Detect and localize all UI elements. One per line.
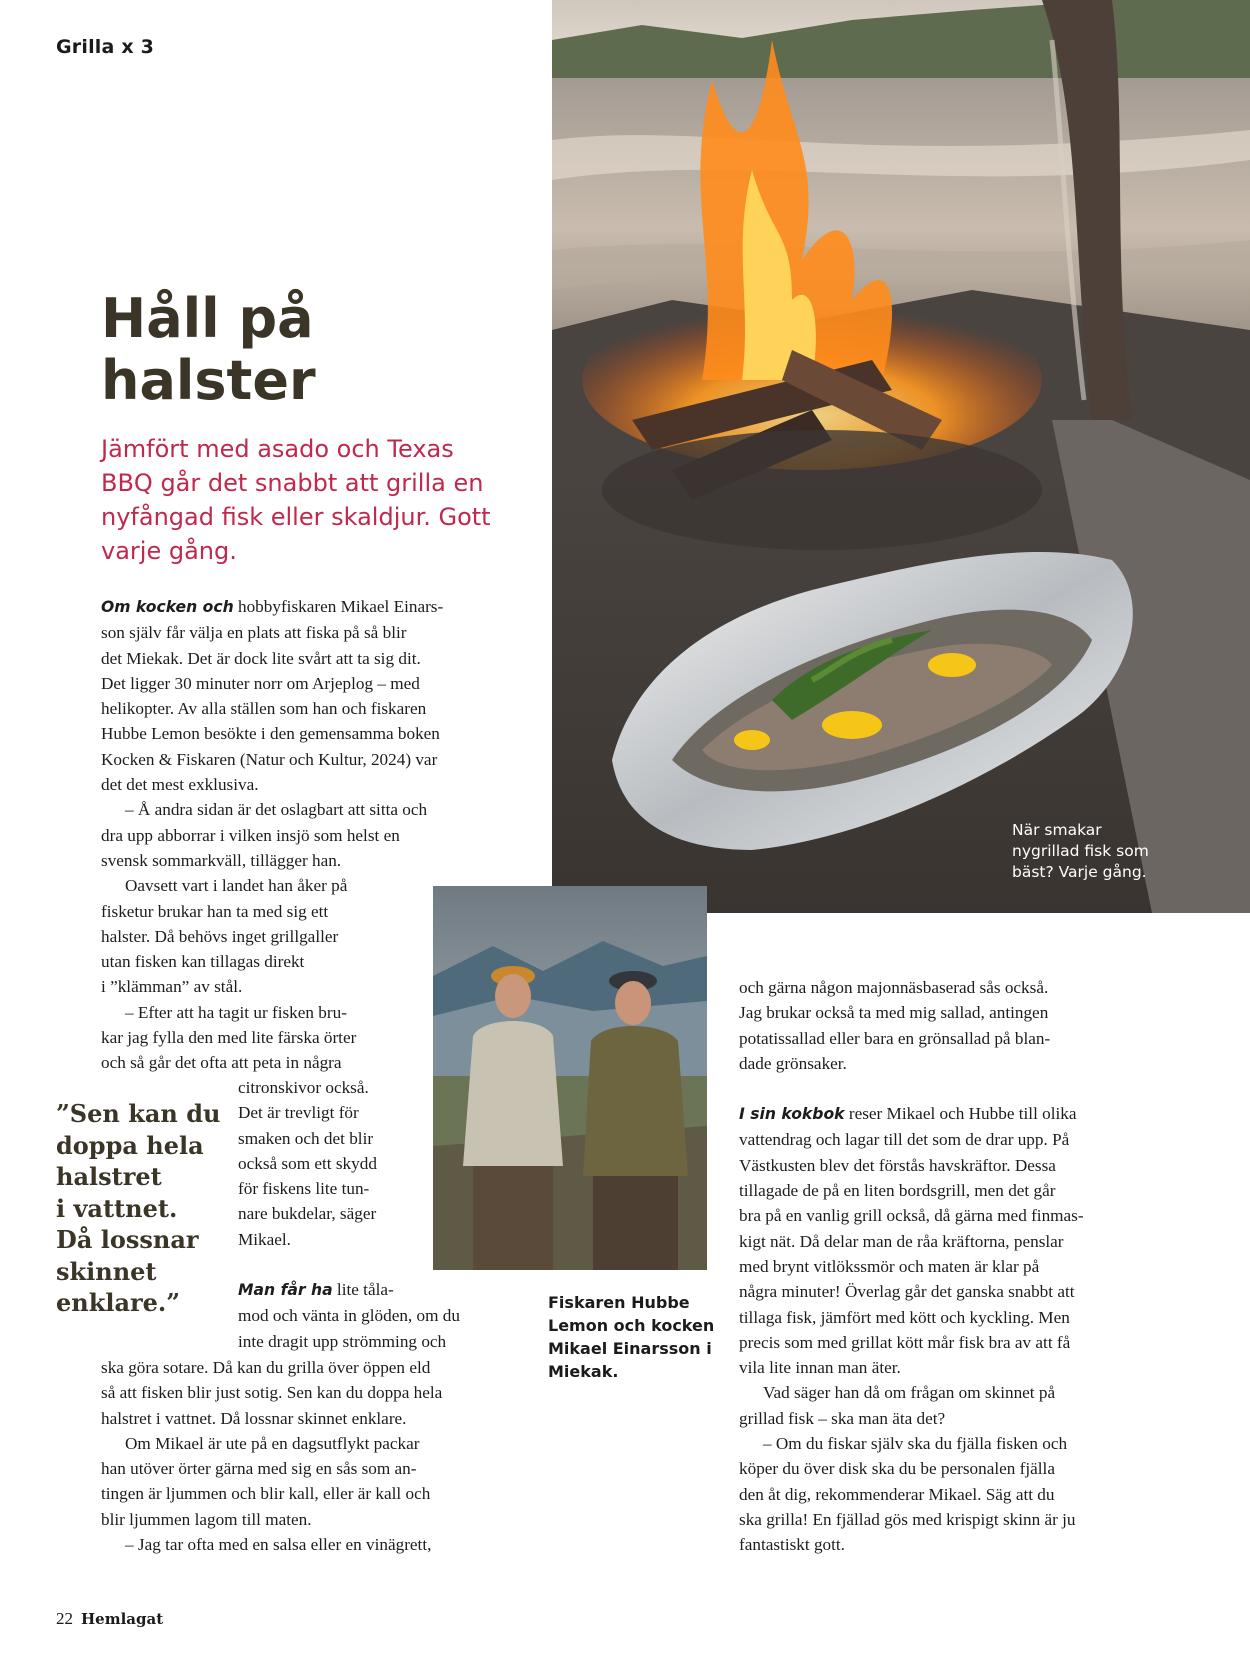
- body-line: [101, 594, 443, 620]
- body-text: lite tåla-: [332, 1280, 394, 1300]
- body-column-1: [101, 594, 443, 1076]
- body-line: köper du över disk ska du be personalen fjälla: [739, 1459, 1055, 1479]
- body-line: Jag brukar också ta med mig sallad, antingen: [739, 1003, 1049, 1023]
- paragraph-gap: [739, 1076, 1084, 1101]
- fishermen-illustration: [433, 886, 707, 1270]
- caption-line: Mikael Einarsson i: [548, 1339, 712, 1358]
- ingress-line: varje gång.: [101, 537, 237, 565]
- body-line: halster. Då behövs inget grillgaller: [101, 926, 339, 946]
- body-text: reser Mikael och Hubbe till olika: [844, 1104, 1077, 1124]
- body-line: ska grilla! En fjällad gös med krispigt skinn är ju: [739, 1509, 1076, 1529]
- caption-line: När smakar: [1012, 821, 1102, 839]
- body-line: dade grönsaker.: [739, 1053, 847, 1073]
- body-column-2: [739, 975, 1084, 1558]
- body-line: tillaga fisk, jämfört med kött och kyckling. Men: [739, 1307, 1070, 1327]
- body-line: med brynt vitlökssmör och maten är klar på: [739, 1256, 1040, 1276]
- page-number: 22: [56, 1609, 73, 1628]
- body-line: smaken och det blir: [238, 1128, 374, 1148]
- body-line: vattendrag och lagar till det som de drar upp. På: [739, 1130, 1070, 1150]
- pull-quote: [56, 1098, 226, 1319]
- lead-in: Om kocken och: [101, 598, 234, 616]
- body-line: tillagade de på en liten bordsgrill, men det går: [739, 1181, 1056, 1201]
- body-line: – Om du fiskar själv ska du fjälla fisken och: [763, 1434, 1068, 1454]
- body-line: och så går det ofta att peta in några: [101, 1053, 342, 1073]
- ingress-line: nyfångad fisk eller skaldjur. Gott: [101, 503, 491, 531]
- quote-line: enklare.”: [56, 1288, 181, 1317]
- caption-line: nygrillad fisk som: [1012, 842, 1149, 860]
- body-line: vila lite innan man äter.: [739, 1358, 901, 1378]
- campfire-fish-photo: [552, 0, 1250, 913]
- article-ingress: [101, 432, 521, 568]
- body-line: halstret i vattnet. Då lossnar skinnet enklare.: [101, 1408, 407, 1428]
- body-line: grillad fisk – ska man äta det?: [739, 1408, 946, 1428]
- paragraph-gap: [238, 1252, 460, 1277]
- body-line: svensk sommarkväll, tillägger han.: [101, 850, 342, 870]
- body-line: han utöver örter gärna med sig en sås som an-: [101, 1459, 417, 1479]
- caption-line: Miekak.: [548, 1362, 619, 1381]
- body-line: det det mest exklusiva.: [101, 775, 259, 795]
- ingress-line: BBQ går det snabbt att grilla en: [101, 469, 484, 497]
- body-line: – Efter att ha tagit ur fisken bru-: [125, 1002, 347, 1022]
- body-line: nare bukdelar, säger: [238, 1204, 377, 1224]
- body-line: så att fisken blir just sotig. Sen kan du doppa hela: [101, 1383, 443, 1403]
- body-line: Västkusten blev det förstås havskräftor. Dessa: [739, 1155, 1056, 1175]
- body-line: utan fisken kan tillagas direkt: [101, 952, 305, 972]
- body-line: fisketur brukar han ta med sig ett: [101, 901, 329, 921]
- body-line: Kocken & Fiskaren (Natur och Kultur, 2024) var: [101, 749, 438, 769]
- body-line: son själv får välja en plats att fiska på så blir: [101, 623, 407, 643]
- body-line: Det är trevligt för: [238, 1103, 359, 1123]
- body-line: Hubbe Lemon besökte i den gemensamma boken: [101, 724, 440, 744]
- body-line: dra upp abborrar i vilken insjö som helst en: [101, 825, 400, 845]
- body-line: blir ljummen lagom till maten.: [101, 1509, 312, 1529]
- body-line: Vad säger han då om frågan om skinnet på: [763, 1383, 1056, 1403]
- magazine-name: Hemlagat: [81, 1610, 164, 1628]
- main-photo-caption: [1012, 820, 1149, 883]
- body-line: och gärna någon majonnäsbaserad sås också.: [739, 978, 1049, 997]
- quote-line: halstret: [56, 1162, 162, 1191]
- body-column-1b: [238, 1075, 460, 1354]
- quote-line: i vattnet.: [56, 1193, 178, 1223]
- ingress-line: Jämfört med asado och Texas: [101, 435, 454, 463]
- body-line: Oavsett vart i landet han åker på: [125, 876, 348, 896]
- body-line: Mikael.: [238, 1229, 291, 1249]
- body-line: citronskivor också.: [238, 1078, 369, 1097]
- body-line: precis som med grillat kött mår fisk bra av att få: [739, 1332, 1071, 1352]
- body-line: för fiskens lite tun-: [238, 1179, 370, 1199]
- body-line: den åt dig, rekommenderar Mikael. Säg att du: [739, 1484, 1055, 1504]
- body-line: tingen är ljummen och blir kall, eller är kall och: [101, 1484, 431, 1504]
- body-line: [739, 1101, 1084, 1127]
- caption-line: bäst? Varje gång.: [1012, 863, 1147, 881]
- fishermen-photo: [433, 886, 707, 1270]
- body-line: kigt nät. Då delar man de råa kräftorna, penslar: [739, 1231, 1064, 1251]
- body-line: – Å andra sidan är det oslagbart att sitta och: [125, 800, 428, 820]
- body-line: inte dragit upp strömming och: [238, 1331, 447, 1351]
- quote-line: skinnet: [56, 1256, 157, 1286]
- body-column-1c: [101, 1355, 442, 1557]
- body-line: fantastiskt gott.: [739, 1535, 845, 1555]
- body-line: också som ett skydd: [238, 1153, 377, 1173]
- body-line: potatissallad eller bara en grönsallad på blan-: [739, 1028, 1051, 1048]
- body-text: hobbyfiskaren Mikael Einars-: [233, 597, 444, 616]
- page-footer: [56, 1609, 163, 1629]
- campfire-fish-illustration: [552, 0, 1250, 913]
- body-line: bra på en vanlig grill också, då gärna med finmas-: [739, 1206, 1084, 1226]
- article-headline: [101, 288, 501, 412]
- body-line: det Miekak. Det är dock lite svårt att ta sig dit.: [101, 648, 421, 668]
- body-line: helikopter. Av alla ställen som han och fiskaren: [101, 699, 427, 719]
- headline-line: halster: [101, 349, 316, 412]
- body-line: ska göra sotare. Då kan du grilla över öppen eld: [101, 1358, 431, 1377]
- body-line: några minuter! Överlag går det ganska snabbt att: [739, 1282, 1075, 1302]
- section-label: Grilla x 3: [56, 36, 155, 58]
- body-line: Om Mikael är ute på en dagsutflykt packar: [125, 1433, 420, 1453]
- headline-line: Håll på: [101, 287, 314, 350]
- body-line: – Jag tar ofta med en salsa eller en vinägrett,: [125, 1535, 432, 1555]
- body-line: [238, 1277, 460, 1303]
- quote-line: Då lossnar: [56, 1225, 199, 1254]
- quote-line: ”Sen kan du: [56, 1099, 221, 1128]
- body-line: i ”klämman” av stål.: [101, 977, 243, 997]
- people-photo-caption: [548, 1291, 714, 1383]
- quote-line: doppa hela: [56, 1130, 204, 1160]
- lead-in: Man får ha: [238, 1281, 333, 1300]
- body-line: Det ligger 30 minuter norr om Arjeplog – med: [101, 673, 420, 693]
- caption-line: Lemon och kocken: [548, 1316, 715, 1335]
- caption-line: Fiskaren Hubbe: [548, 1293, 690, 1312]
- body-line: kar jag fylla den med lite färska örter: [101, 1028, 357, 1048]
- body-line: mod och vänta in glöden, om du: [238, 1306, 460, 1326]
- lead-in: I sin kokbok: [739, 1105, 845, 1124]
